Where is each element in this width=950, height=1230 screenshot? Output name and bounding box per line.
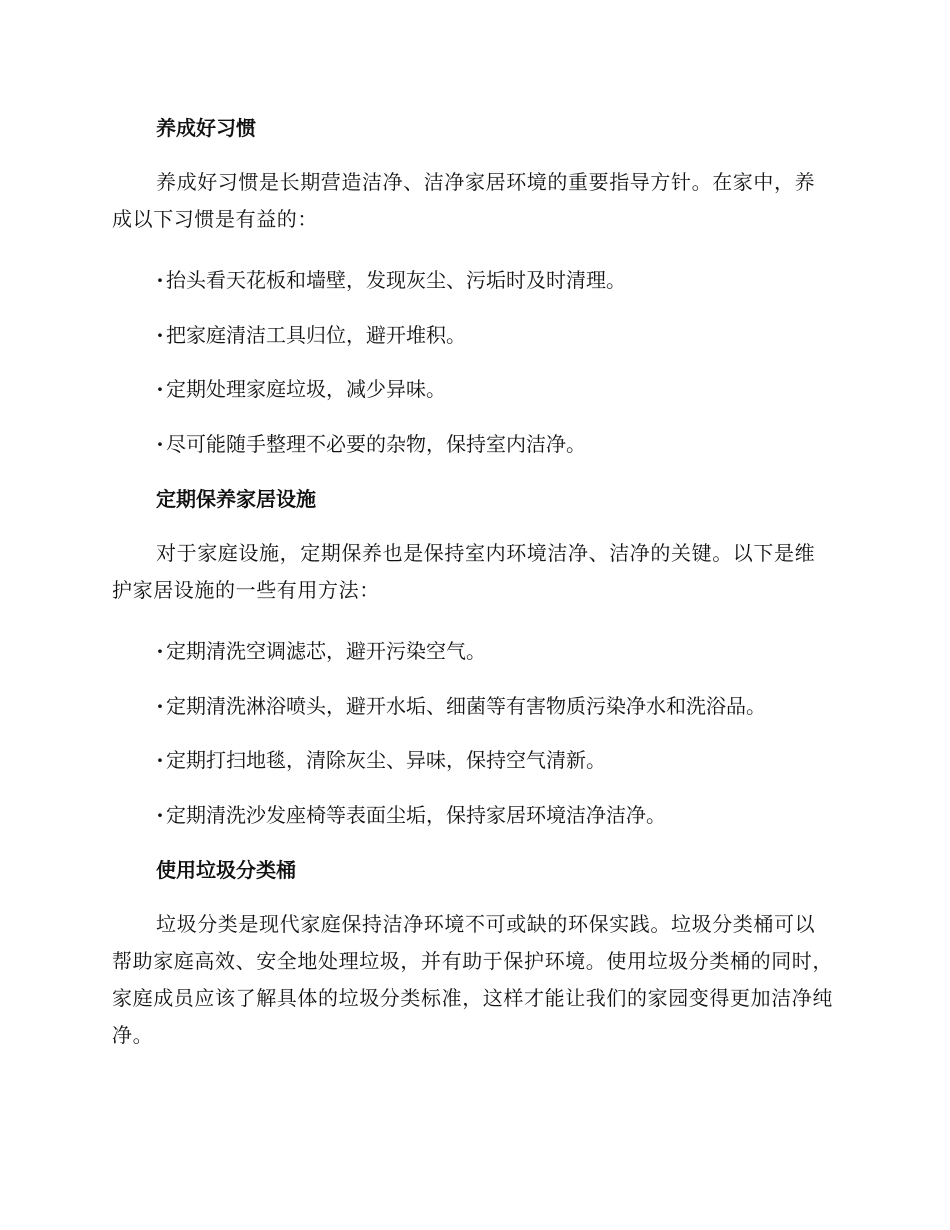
- bullet-text: 尽可能随手整理不必要的杂物，保持室内洁净。: [166, 432, 586, 456]
- section-heading-habits: 养成好习惯: [156, 116, 256, 140]
- bullet-item: [154, 322, 844, 348]
- bullet-text: 把家庭清洁工具归位，避开堆积。: [166, 323, 466, 347]
- bullet-text: 定期打扫地毯，清除灰尘、异味，保持空气清新。: [166, 748, 606, 772]
- bullet-text: 定期清洗空调滤芯，避开污染空气。: [166, 639, 486, 663]
- bullet-dot-icon: ·: [156, 639, 164, 663]
- bullet-dot-icon: ·: [156, 323, 164, 347]
- section-heading-maintenance: 定期保养家居设施: [156, 487, 316, 511]
- bullet-dot-icon: ·: [156, 268, 164, 292]
- section-paragraph-maintenance: 对于家庭设施，定期保养也是保持室内环境洁净、洁净的关键。以下是维护家居设施的一些有用方法：: [112, 541, 816, 602]
- bullet-item: [154, 638, 844, 664]
- bullet-text: 抬头看天花板和墙壁，发现灰尘、污垢时及时清理。: [166, 268, 626, 292]
- bullet-dot-icon: ·: [156, 803, 164, 827]
- section-heading-sorting-bins: 使用垃圾分类桶: [156, 858, 296, 882]
- bullet-item: [154, 802, 844, 828]
- bullet-item: [154, 747, 844, 773]
- bullet-dot-icon: ·: [156, 748, 164, 772]
- bullet-dot-icon: ·: [156, 694, 164, 718]
- bullet-dot-icon: ·: [156, 432, 164, 456]
- bullet-text: 定期清洗淋浴喷头，避开水垢、细菌等有害物质污染净水和洗浴品。: [166, 694, 766, 718]
- bullet-text: 定期清洗沙发座椅等表面尘垢，保持家居环境洁净洁净。: [166, 803, 666, 827]
- bullet-item: [154, 267, 844, 293]
- bullet-item: [154, 693, 844, 719]
- bullet-text: 定期处理家庭垃圾，减少异味。: [166, 377, 446, 401]
- bullet-item: [154, 431, 844, 457]
- section-paragraph-sorting-bins: 垃圾分类是现代家庭保持洁净环境不可或缺的环保实践。垃圾分类桶可以帮助家庭高效、安全地处理垃圾，并有助于保护环境。使用垃圾分类桶的同时，家庭成员应该了解具体的垃圾分类标准，这样才能让我们的家园变得更加洁净纯净。: [112, 912, 833, 1047]
- bullet-dot-icon: ·: [156, 377, 164, 401]
- bullet-item: [154, 376, 844, 402]
- section-paragraph-habits: 养成好习惯是长期营造洁净、洁净家居环境的重要指导方针。在家中，养成以下习惯是有益的：: [112, 170, 816, 231]
